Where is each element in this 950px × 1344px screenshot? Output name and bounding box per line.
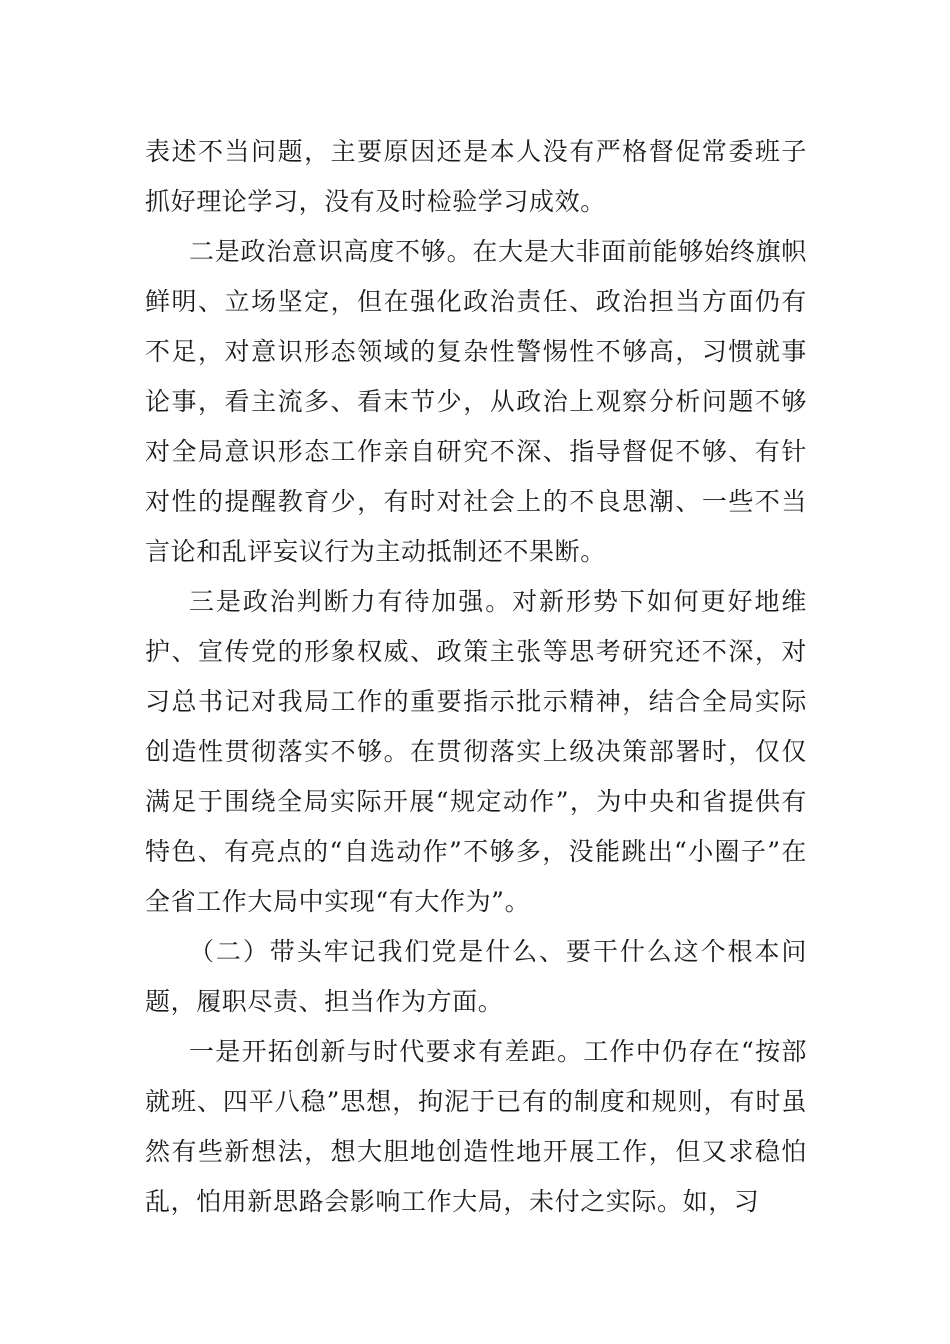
paragraph-1: 表述不当问题，主要原因还是本人没有严格督促常委班子抓好理论学习，没有及时检验学习成效。 bbox=[145, 137, 807, 216]
paragraph-3: 三是政治判断力有待加强。对新形势下如何更好地维护、宣传党的形象权威、政策主张等思考研究还不深，对习总书记对我局工作的重要指示批示精神，结合全局实际创造性贯彻落实不够。在贯彻落实上级决策部署时，仅仅满足于围绕全局实际开展“规定动作”，为中央和省提供有特色、有亮点的“自选动作”不够多，没能跳出“小圈子”在全省工作大局中实现“有大作为”。 bbox=[145, 587, 807, 916]
paragraph-5: 一是开拓创新与时代要求有差距。工作中仍存在“按部就班、四平八稳”思想，拘泥于已有的制度和规则，有时虽然有些新想法，想大胆地创造性地开展工作，但又求稳怕乱，怕用新思路会影响工作大局，未付之实际。如，习 bbox=[145, 1037, 807, 1216]
paragraph-2: 二是政治意识高度不够。在大是大非面前能够始终旗帜鲜明、立场坚定，但在强化政治责任、政治担当方面仍有不足，对意识形态领域的复杂性警惕性不够高，习惯就事论事，看主流多、看末节少，从政治上观察分析问题不够对全局意识形态工作亲自研究不深、指导督促不够、有针对性的提醒教育少，有时对社会上的不良思潮、一些不当言论和乱评妄议行为主动抵制还不果断。 bbox=[145, 237, 807, 566]
paragraph-4: （二）带头牢记我们党是什么、要干什么这个根本问题，履职尽责、担当作为方面。 bbox=[145, 937, 807, 1016]
document-body bbox=[145, 127, 807, 1227]
